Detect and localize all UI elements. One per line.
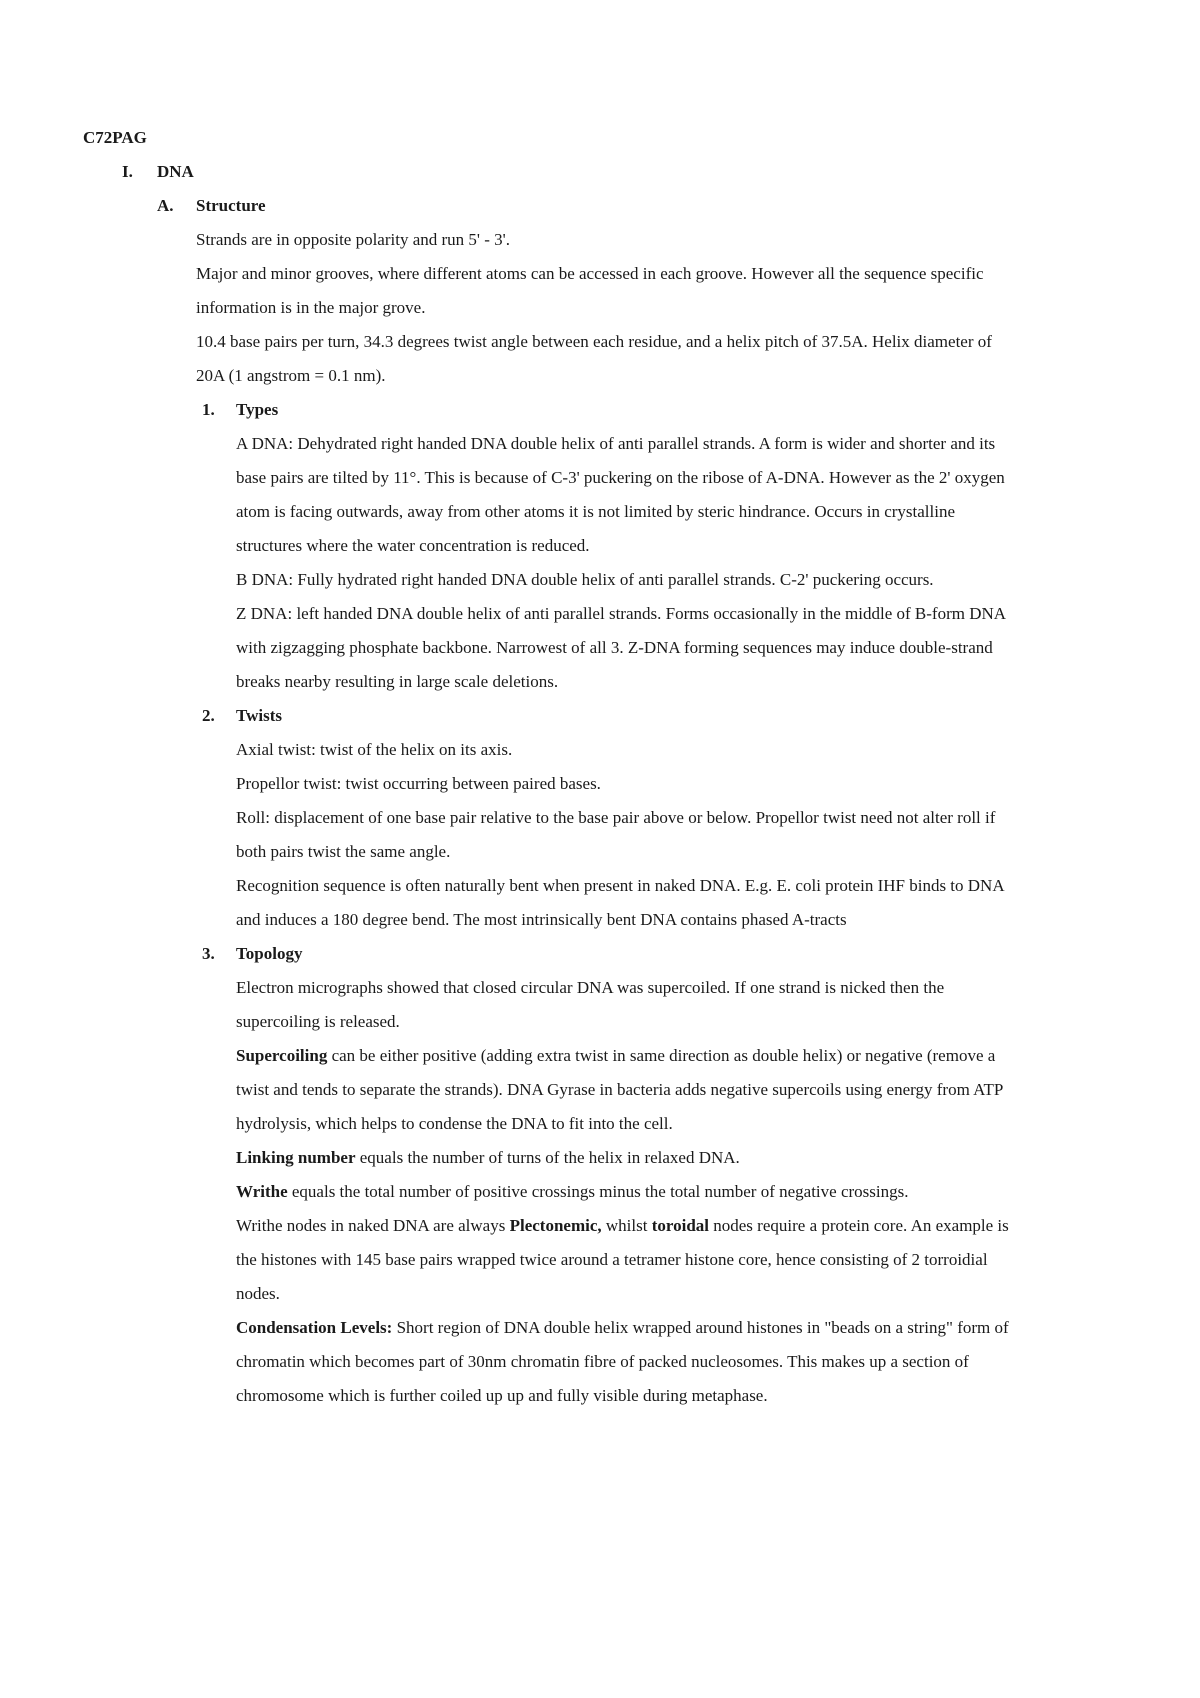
- types-line: with zigzagging phosphate backbone. Narrowest of all 3. Z-DNA forming sequences may induce double-strand: [236, 638, 993, 657]
- condensation-text: Short region of DNA double helix wrapped around histones in "beads on a string" form of: [392, 1318, 1009, 1337]
- types-line: Z DNA: left handed DNA double helix of anti parallel strands. Forms occasionally in the middle of B-form DNA: [236, 604, 1007, 623]
- types-line: atom is facing outwards, away from other atoms it is not limited by steric hindrance. Occurs in crystalline: [236, 502, 956, 521]
- linking-number-term: Linking number: [236, 1148, 356, 1167]
- writhe-nodes-text: nodes require a protein core. An example is: [709, 1216, 1009, 1235]
- types-line: B DNA: Fully hydrated right handed DNA double helix of anti parallel strands. C-2' puckering occurs.: [236, 570, 934, 589]
- twists-line: and induces a 180 degree bend. The most intrinsically bent DNA contains phased A-tracts: [236, 910, 847, 929]
- twists-heading: Twists: [236, 706, 282, 725]
- toroidal-term: toroidal: [651, 1216, 710, 1235]
- types-line: A DNA: Dehydrated right handed DNA double helix of anti parallel strands. A form is wider and shorter and its: [236, 434, 996, 453]
- writhe-nodes-paragraph: [236, 1216, 1009, 1236]
- structure-line: 20A (1 angstrom = 0.1 nm).: [196, 366, 386, 385]
- types-number: 1.: [202, 400, 215, 419]
- types-line: breaks nearby resulting in large scale deletions.: [236, 672, 559, 691]
- linking-number-text: equals the number of turns of the helix in relaxed DNA.: [355, 1148, 740, 1167]
- topology-line: nodes.: [236, 1284, 280, 1303]
- topology-line: hydrolysis, which helps to condense the DNA to fit into the cell.: [236, 1114, 673, 1133]
- plectonemic-term: Plectonemic,: [509, 1216, 602, 1235]
- types-line: base pairs are tilted by 11°. This is because of C-3' puckering on the ribose of A-DNA. However as the 2' oxygen: [236, 468, 1005, 487]
- topology-line: chromatin which becomes part of 30nm chromatin fibre of packed nucleosomes. This makes up a section of: [236, 1352, 969, 1371]
- writhe-nodes-text: whilst: [601, 1216, 652, 1235]
- condensation-paragraph: [236, 1318, 1009, 1338]
- subsection-number: A.: [157, 196, 174, 215]
- topology-line: Electron micrographs showed that closed circular DNA was supercoiled. If one strand is nicked then the: [236, 978, 945, 997]
- types-line: structures where the water concentration is reduced.: [236, 536, 590, 555]
- twists-number: 2.: [202, 706, 215, 725]
- writhe-paragraph: [236, 1182, 908, 1202]
- structure-line: information is in the major grove.: [196, 298, 426, 317]
- supercoiling-term: Supercoiling: [236, 1046, 328, 1065]
- condensation-term: Condensation Levels:: [236, 1318, 393, 1337]
- topology-line: twist and tends to separate the strands). DNA Gyrase in bacteria adds negative supercoils using energy from ATP: [236, 1080, 1004, 1099]
- writhe-text: equals the total number of positive crossings minus the total number of negative crossings.: [287, 1182, 909, 1201]
- twists-line: Roll: displacement of one base pair relative to the base pair above or below. Propellor twist need not alter roll if: [236, 808, 996, 827]
- twists-line: both pairs twist the same angle.: [236, 842, 451, 861]
- supercoiling-paragraph: [236, 1046, 995, 1066]
- linking-number-paragraph: [236, 1148, 740, 1168]
- structure-line: Strands are in opposite polarity and run 5' - 3'.: [196, 230, 510, 249]
- document-code: C72PAG: [83, 128, 147, 147]
- structure-line: Major and minor grooves, where different atoms can be accessed in each groove. However all the sequence specific: [196, 264, 984, 283]
- twists-line: Axial twist: twist of the helix on its axis.: [236, 740, 513, 759]
- types-heading: Types: [236, 400, 279, 419]
- topology-heading: Topology: [236, 944, 303, 963]
- writhe-term: Writhe: [236, 1182, 288, 1201]
- twists-line: Recognition sequence is often naturally bent when present in naked DNA. E.g. E. coli protein IHF binds to DNA: [236, 876, 1005, 895]
- structure-line: 10.4 base pairs per turn, 34.3 degrees twist angle between each residue, and a helix pitch of 37.5A. Helix diameter of: [196, 332, 992, 351]
- supercoiling-text: can be either positive (adding extra twist in same direction as double helix) or negative (remove a: [327, 1046, 996, 1065]
- twists-line: Propellor twist: twist occurring between paired bases.: [236, 774, 601, 793]
- writhe-nodes-text: Writhe nodes in naked DNA are always: [236, 1216, 510, 1235]
- topology-line: chromosome which is further coiled up up and fully visible during metaphase.: [236, 1386, 768, 1405]
- topology-number: 3.: [202, 944, 215, 963]
- subsection-title: Structure: [196, 196, 266, 215]
- section-title: DNA: [157, 162, 194, 181]
- topology-line: supercoiling is released.: [236, 1012, 400, 1031]
- section-number: I.: [122, 162, 133, 181]
- topology-line: the histones with 145 base pairs wrapped twice around a tetramer histone core, hence consisting of 2 torroidial: [236, 1250, 988, 1269]
